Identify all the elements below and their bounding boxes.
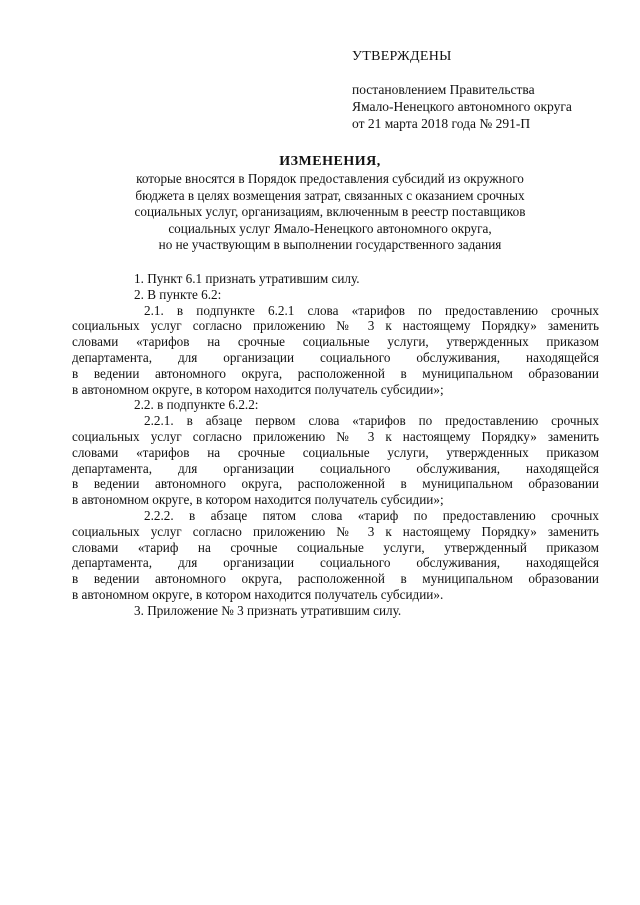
document-body: [72, 271, 599, 619]
approval-block: [352, 48, 612, 132]
text-line-content: 2.2.1. в абзаце первом слова «тарифов по предоставлению срочных: [144, 413, 599, 429]
text-line: словами «тариф на срочные социальные услуги, утвержденный приказом: [72, 539, 599, 555]
text-line: в ведении автономного округа, расположенной в муниципальном образовании: [72, 365, 599, 381]
text-line: [124, 508, 599, 524]
heading-line: которые вносятся в Порядок предоставления субсидий из окружного: [136, 171, 524, 186]
text-line-content: 2.2.2. в абзаце пятом слова «тариф по предоставлению срочных: [144, 507, 599, 523]
heading-line: социальных услуг, организациям, включенным в реестр поставщиков: [134, 204, 526, 219]
paragraph-2-2: 2.2. в подпункте 6.2.2:: [134, 397, 259, 413]
text-line: в автономном округе, в котором находится получатель субсидии»;: [72, 381, 444, 397]
text-line: департамента, для организации социального обслуживания, находящейся: [72, 555, 599, 571]
paragraph-3: 3. Приложение № 3 признать утратившим силу.: [134, 602, 402, 618]
paragraph-1: 1. Пункт 6.1 признать утратившим силу.: [134, 271, 360, 286]
paragraph-2-1: [72, 302, 599, 398]
paragraph-2: 2. В пункте 6.2:: [134, 286, 222, 302]
text-line: [124, 413, 599, 429]
text-line: [124, 303, 599, 319]
heading-line: социальных услуг Ямало-Ненецкого автономного округа,: [168, 220, 492, 236]
approval-title: УТВЕРЖДЕНЫ: [352, 49, 452, 64]
text-line: департамента, для организации социального обслуживания, находящейся: [72, 460, 599, 476]
heading-title: ИЗМЕНЕНИЯ,: [279, 154, 381, 169]
text-line: в автономном округе, в котором находится получатель субсидии»;: [72, 492, 444, 508]
heading-line: бюджета в целях возмещения затрат, связанных с оказанием срочных: [135, 187, 525, 203]
approval-line: постановлением Правительства: [352, 82, 535, 97]
paragraph-2-2-2: [72, 507, 599, 603]
text-line: в ведении автономного округа, расположенной в муниципальном образовании: [72, 571, 599, 587]
text-line: социальных услуг согласно приложению № 3 к настоящему Порядку» заменить: [72, 523, 599, 539]
approval-line: Ямало-Ненецкого автономного округа: [352, 99, 572, 114]
text-line: в автономном округе, в котором находится получатель субсидии».: [72, 586, 444, 602]
text-line: в ведении автономного округа, расположенной в муниципальном образовании: [72, 476, 599, 492]
text-line: социальных услуг согласно приложению № 3 к настоящему Порядку» заменить: [72, 428, 599, 444]
heading-line: но не участвующим в выполнении государственного задания: [158, 237, 502, 252]
approval-line: от 21 марта 2018 года № 291-П: [352, 116, 531, 131]
paragraph-2-2-1: [72, 413, 599, 508]
text-line: департамента, для организации социального обслуживания, находящейся: [72, 349, 599, 365]
text-line-content: 2.1. в подпункте 6.2.1 слова «тарифов по предоставлению срочных: [144, 302, 599, 318]
text-line: словами «тарифов на срочные социальные услуги, утвержденных приказом: [72, 334, 599, 350]
text-line: словами «тарифов на срочные социальные услуги, утвержденных приказом: [72, 444, 599, 460]
text-line: социальных услуг согласно приложению № 3 к настоящему Порядку» заменить: [72, 318, 599, 334]
document-heading: [60, 153, 600, 254]
